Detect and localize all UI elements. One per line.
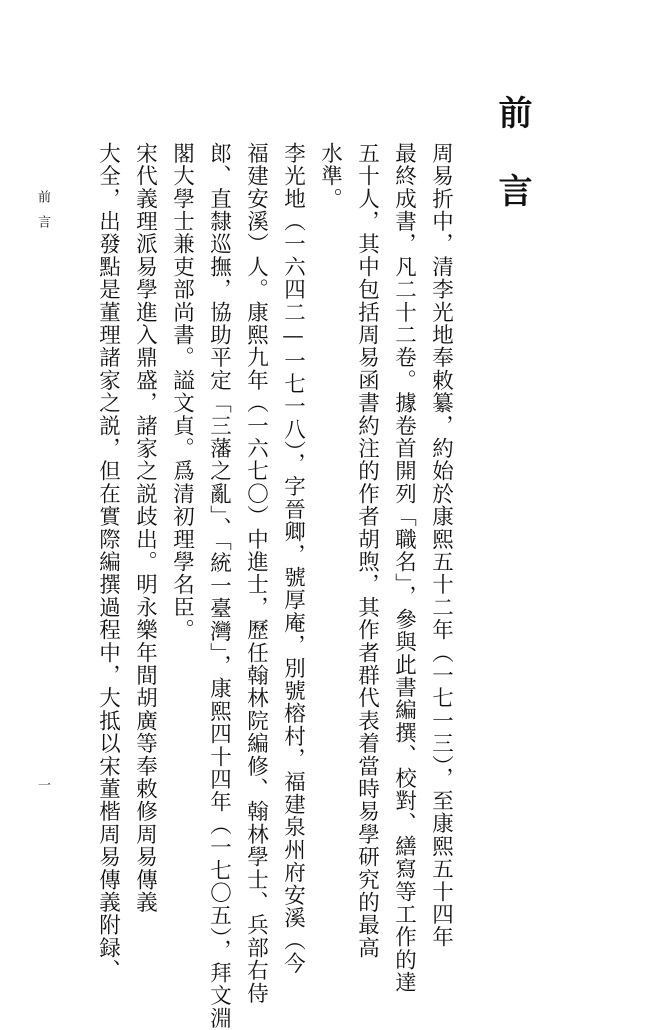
text-column-5: 李光地（一六四二—一七一八），字晉卿，號厚庵，別號榕村，福建泉州府安溪（今 <box>280 142 306 975</box>
text-column-8: 閣大學士兼吏部尚書。謚文貞。爲清初理學名臣。 <box>169 142 195 642</box>
running-header: 前言 <box>35 190 50 240</box>
text-column-10: 大全，出發點是董理諸家之説，但在實際編撰過程中，大抵以宋董楷周易傳義附録、 <box>95 142 121 982</box>
text-column-4: 水準。 <box>317 142 343 211</box>
text-column-1: 周易折中，清李光地奉敕纂，約始於康熙五十二年（一七一三），至康熙五十四年 <box>428 142 454 949</box>
page-number: 一 <box>35 778 50 791</box>
page-title: 前言 <box>492 95 532 251</box>
text-column-9: 宋代義理派易學進入鼎盛，諸家之説歧出。明永樂年間胡廣等奉敕修周易傳義 <box>132 142 158 914</box>
text-column-7: 郎、直隸巡撫，協助平定「三藩之亂」、「統一臺灣」，康熙四十四年（一七〇五），拜文淵 <box>206 142 232 1030</box>
text-column-2: 最終成書，凡二十二卷。據卷首開列「職名」，參與此書編撰、校對、繕寫等工作的達 <box>391 142 417 994</box>
text-column-3: 五十人，其中包括周易函書約注的作者胡煦，其作者群代表着當時易學研究的最高 <box>354 142 380 960</box>
text-column-6: 福建安溪）人。康熙九年（一六七〇）中進士，歷任翰林院編修、翰林學士、兵部右侍 <box>243 142 269 1005</box>
